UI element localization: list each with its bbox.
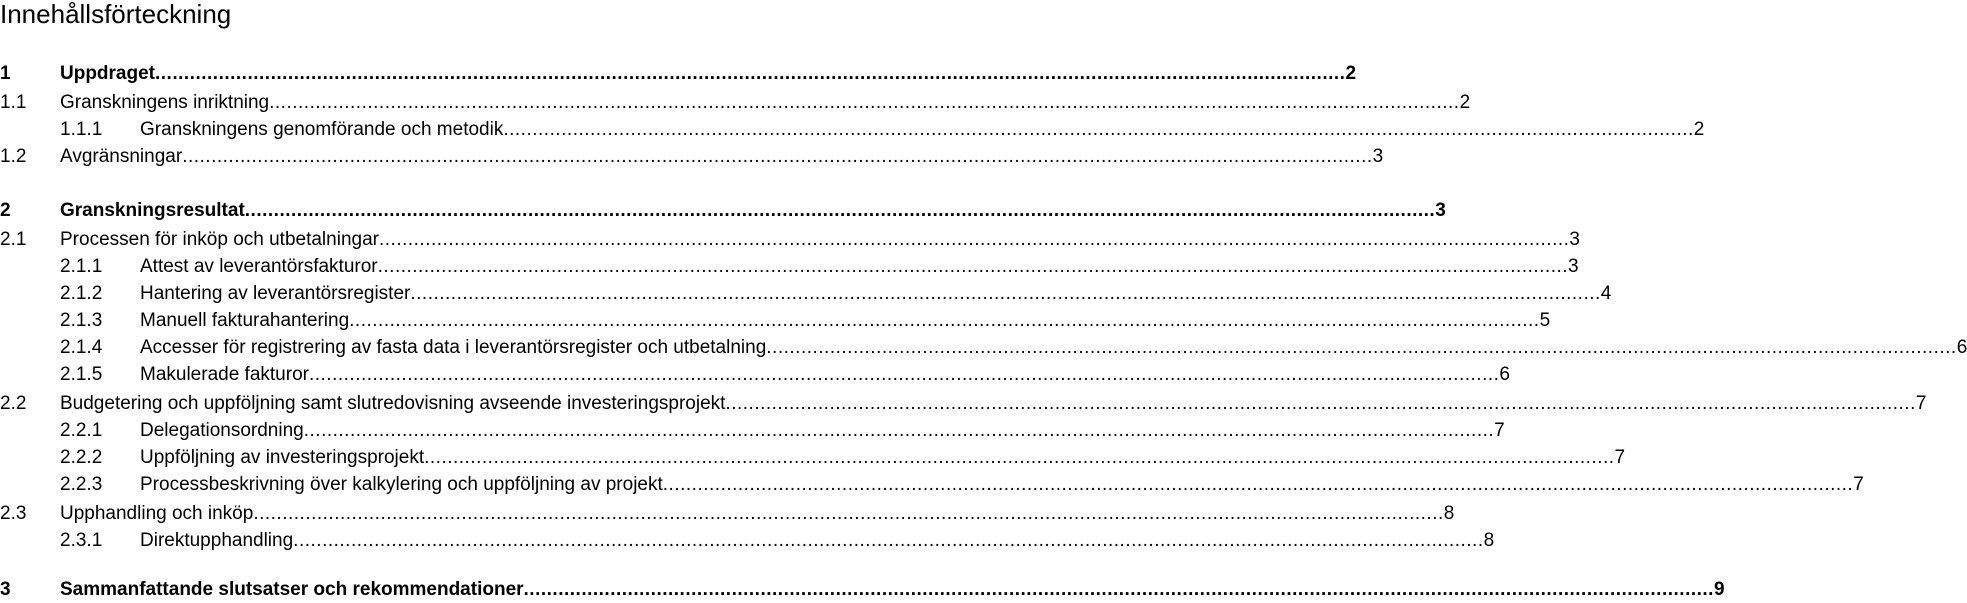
toc-entry-page: 3: [1568, 256, 1579, 277]
toc-dot-leader: [245, 197, 1435, 224]
toc-dot-leader: [410, 280, 1600, 307]
toc-entry-title[interactable]: Attest av leverantörsfakturor: [140, 256, 378, 277]
toc-entry-page: 7: [1853, 474, 1864, 495]
toc-entry-number: 2.2.3: [60, 474, 103, 495]
toc-entry-title[interactable]: Avgränsningar: [60, 146, 183, 167]
toc-entry-number: 2.1: [0, 229, 27, 250]
toc-entry-number: 2.1.5: [60, 364, 103, 385]
toc-entry[interactable]: [0, 444, 1626, 471]
toc-entry[interactable]: [0, 307, 1551, 334]
toc-entry[interactable]: [0, 390, 1927, 417]
toc-entry-page: 6: [1956, 337, 1967, 358]
toc-entry[interactable]: [0, 417, 1505, 444]
toc-entry-title[interactable]: Processbeskrivning över kalkylering och uppföljning av projekt: [140, 474, 663, 495]
toc-entry-page: 2: [1459, 92, 1471, 113]
toc-entry-page: 9: [1713, 579, 1725, 600]
toc-entry-title[interactable]: Budgetering och uppföljning samt slutredovisning avseende investeringsprojekt: [60, 393, 726, 414]
toc-entry[interactable]: [0, 60, 1357, 87]
toc-entry[interactable]: [0, 89, 1471, 116]
toc-dot-leader: [253, 500, 1443, 527]
toc-dot-leader: [524, 576, 1714, 603]
toc-entry[interactable]: [0, 226, 1580, 253]
toc-entry-number: 1.1: [0, 92, 27, 113]
toc-entry-number: 2.1.1: [60, 256, 103, 277]
toc-entry-number: 2.2.2: [60, 447, 103, 468]
toc-dot-leader: [378, 253, 1568, 280]
toc-entry-page: 7: [1614, 447, 1626, 468]
toc-heading: Innehållsförteckning: [0, 0, 232, 29]
toc-entry-page: 3: [1435, 200, 1446, 221]
toc-entry-number: 2.2: [0, 393, 27, 414]
toc-entry-title[interactable]: Uppföljning av investeringsprojekt: [140, 447, 425, 468]
toc-entry-number: 1: [0, 63, 11, 84]
toc-entry-title[interactable]: Sammanfattande slutsatser och rekommendationer: [60, 579, 524, 600]
toc-entry[interactable]: [0, 197, 1446, 224]
toc-dot-leader: [349, 307, 1539, 334]
toc-entry-page: 2: [1693, 119, 1705, 140]
toc-entry-title[interactable]: Accesser för registrering av fasta data i leverantörsregister och utbetalning: [140, 337, 767, 358]
toc-entry[interactable]: [0, 143, 1384, 170]
toc-entry-page: 5: [1539, 310, 1551, 331]
toc-entry[interactable]: [0, 471, 1864, 498]
toc-entry-page: 3: [1372, 146, 1384, 167]
toc-entry-number: 2.3.1: [60, 530, 103, 551]
toc-entry-title[interactable]: Granskningens inriktning: [60, 92, 270, 113]
toc-entry-title[interactable]: Direktupphandling: [140, 530, 294, 551]
toc-dot-leader: [725, 390, 1915, 417]
toc-entry-number: 2.1.4: [60, 337, 103, 358]
toc-entry[interactable]: [0, 116, 1705, 143]
toc-entry[interactable]: [0, 334, 1967, 361]
toc-dot-leader: [766, 334, 1956, 361]
toc-dot-leader: [663, 471, 1853, 498]
toc-entry-title[interactable]: Manuell fakturahantering: [140, 310, 350, 331]
toc-entry-title[interactable]: Granskningens genomförande och metodik: [140, 119, 504, 140]
toc-entry[interactable]: [0, 280, 1612, 307]
toc-dot-leader: [269, 89, 1459, 116]
toc-entry-title[interactable]: Upphandling och inköp: [60, 503, 254, 524]
toc-entry-title[interactable]: Processen för inköp och utbetalningar: [60, 229, 379, 250]
toc-entry[interactable]: [0, 576, 1725, 603]
toc-entry-page: 6: [1499, 364, 1510, 385]
toc-entry-number: 3: [0, 579, 11, 600]
toc-dot-leader: [182, 143, 1372, 170]
toc-entry-number: 2.2.1: [60, 420, 103, 441]
toc-entry[interactable]: [0, 361, 1510, 388]
toc-entry-page: 7: [1494, 420, 1505, 441]
toc-entry-page: 2: [1345, 63, 1357, 84]
toc-entry-number: 2.1.2: [60, 283, 103, 304]
toc-entry-page: 7: [1915, 393, 1927, 414]
toc-entry-page: 4: [1600, 283, 1612, 304]
toc-dot-leader: [155, 60, 1345, 87]
toc-dot-leader: [293, 527, 1483, 554]
toc-entry[interactable]: [0, 527, 1495, 554]
toc-entry-page: 8: [1443, 503, 1455, 524]
toc-entry-title[interactable]: Hantering av leverantörsregister: [140, 283, 411, 304]
toc-entry-page: 3: [1569, 229, 1580, 250]
toc-entry[interactable]: [0, 253, 1579, 280]
toc-entry-number: 2.1.3: [60, 310, 103, 331]
toc-dot-leader: [424, 444, 1614, 471]
toc-dot-leader: [309, 361, 1499, 388]
toc-entry[interactable]: [0, 500, 1455, 527]
toc-dot-leader: [379, 226, 1569, 253]
toc-dot-leader: [503, 116, 1693, 143]
toc-entry-number: 1.1.1: [60, 119, 103, 140]
toc-entry-page: 8: [1483, 530, 1495, 551]
toc-entry-number: 2.3: [0, 503, 27, 524]
toc-entry-number: 1.2: [0, 146, 27, 167]
toc-dot-leader: [304, 417, 1494, 444]
toc-entry-title[interactable]: Delegationsordning: [140, 420, 304, 441]
toc-entry-title[interactable]: Uppdraget: [60, 63, 155, 84]
toc-entry-title[interactable]: Makulerade fakturor: [140, 364, 309, 385]
toc-entry-number: 2: [0, 200, 11, 221]
toc-entry-title[interactable]: Granskningsresultat: [60, 200, 245, 221]
